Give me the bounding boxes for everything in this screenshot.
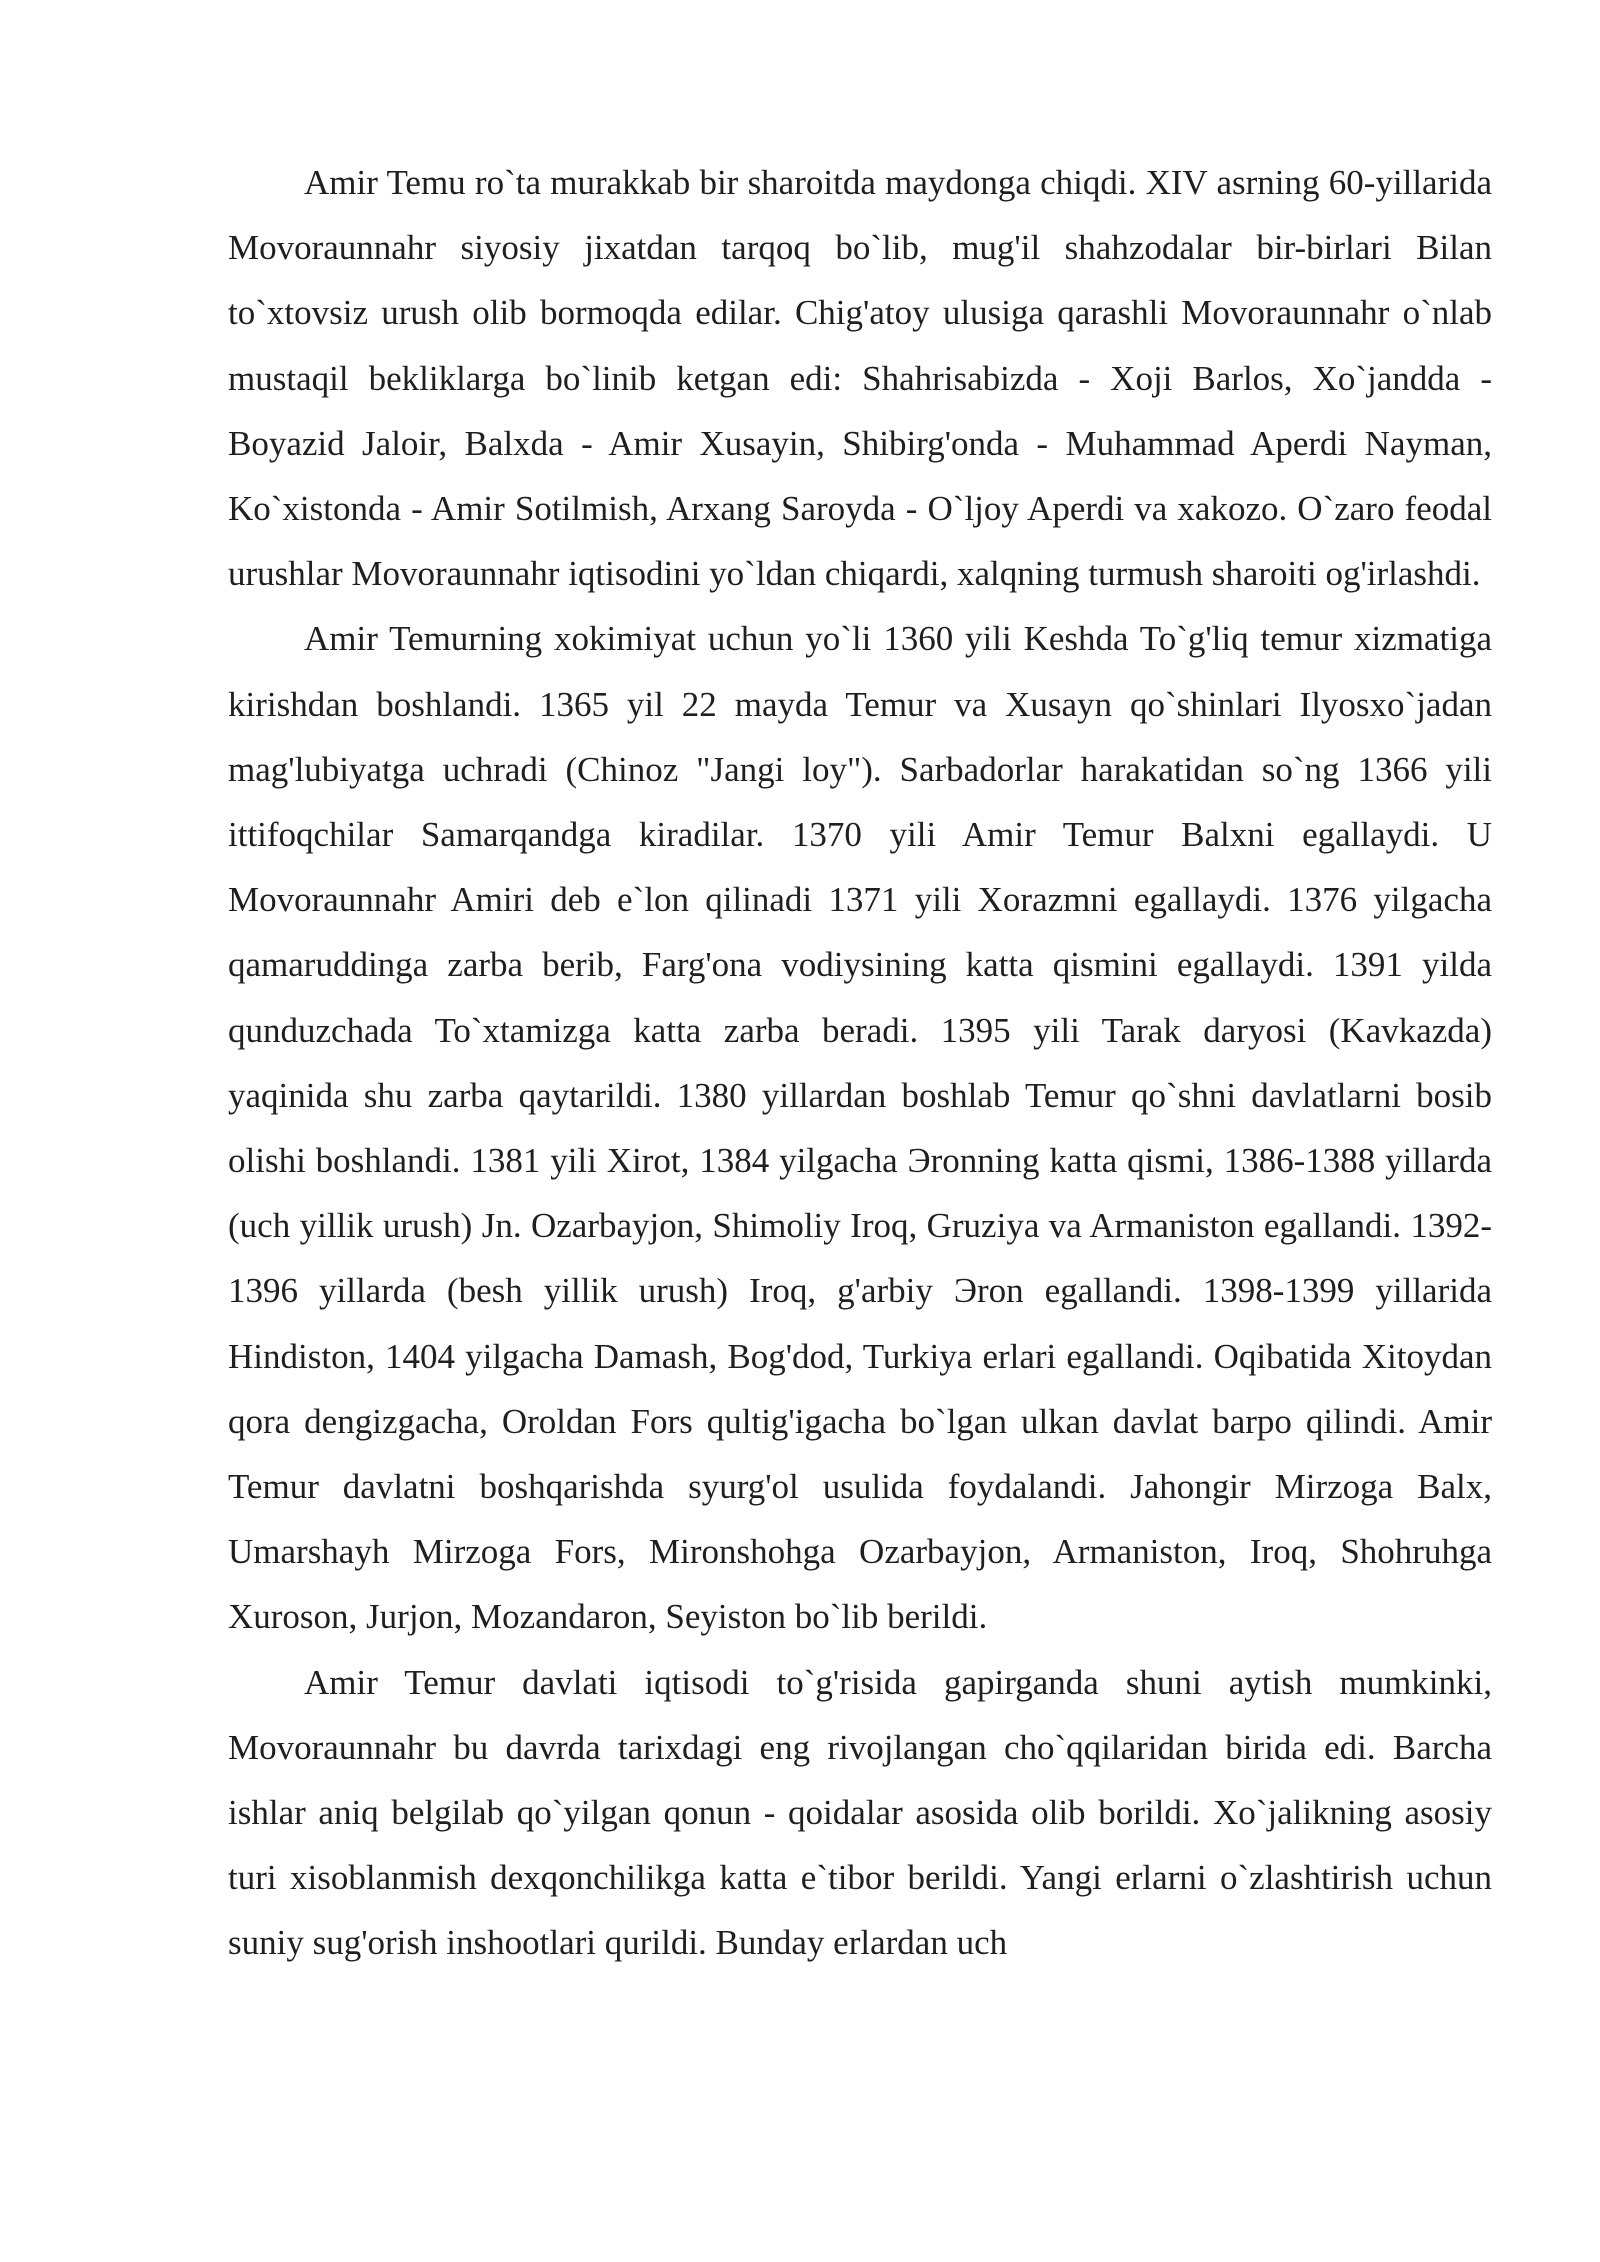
paragraph-1: Amir Temu ro`ta murakkab bir sharoitda maydonga chiqdi. XIV asrning 60-yillarida Movoraunnahr siyosiy jixatdan tarqoq bo`lib, mug'il shahzodalar bir-birlari Bilan to`xtovsiz urush olib bormoqda edilar. Chig'atoy ulusiga qarashli Movoraunnahr o`nlab mustaqil bekliklarga bo`linib ketgan edi: Shahrisabizda - Xoji Barlos, Xo`jandda - Boyazid Jaloir, Balxda - Amir Xusayin, Shibirg'onda - Muhammad Aperdi Nayman, Ko`xistonda - Amir Sotilmish, Arxang Saroyda - O`ljoy Aperdi va xakozo. O`zaro feodal urushlar Movoraunnahr iqtisodini yo`ldan chiqardi, xalqning turmush sharoiti og'irlashdi. <box>228 163 1492 594</box>
paragraph-3: Amir Temur davlati iqtisodi to`g'risida gapirganda shuni aytish mumkinki, Movoraunnahr bu davrda tarixdagi eng rivojlangan cho`qqilaridan birida edi. Barcha ishlar aniq belgilab qo`yilgan qonun - qoidalar asosida olib borildi. Xo`jalikning asosiy turi xisoblanmish dexqonchilikga katta e`tibor berildi. Yangi erlarni o`zlashtirish uchun suniy sug'orish inshootlari qurildi. Bunday erlardan uch <box>228 1662 1492 1963</box>
paragraph-2: Amir Temurning xokimiyat uchun yo`li 1360 yili Keshda To`g'liq temur xizmatiga kirishdan boshlandi. 1365 yil 22 mayda Temur va Xusayn qo`shinlari Ilyosxo`jadan mag'lubiyatga uchradi (Chinoz "Jangi loy"). Sarbadorlar harakatidan so`ng 1366 yili ittifoqchilar Samarqandga kiradilar. 1370 yili Amir Temur Balxni egallaydi. U Movoraunnahr Amiri deb e`lon qilinadi 1371 yili Xorazmni egallaydi. 1376 yilgacha qamaruddinga zarba berib, Farg'ona vodiysining katta qismini egallaydi. 1391 yilda qunduzchada To`xtamizga katta zarba beradi. 1395 yili Tarak daryosi (Kavkazda) yaqinida shu zarba qaytarildi. 1380 yillardan boshlab Temur qo`shni davlatlarni bosib olishi boshlandi. 1381 yili Xirot, 1384 yilgacha Эronning katta qismi, 1386-1388 yillarda (uch yillik urush) Jn. Ozarbayjon, Shimoliy Iroq, Gruziya va Armaniston egallandi. 1392-1396 yillarda (besh yillik urush) Iroq, g'arbiy Эron egallandi. 1398-1399 yillarida Hindiston, 1404 yilgacha Damash, Bog'dod, Turkiya erlari egallandi. Oqibatida Xitoydan qora dengizgacha, Oroldan Fors qultig'igacha bo`lgan ulkan davlat barpo qilindi. Amir Temur davlatni boshqarishda syurg'ol usulida foydalandi. Jahongir Mirzoga Balx, Umarshayh Mirzoga Fors, Mironshohga Ozarbayjon, Armaniston, Iroq, Shohruhga Xuroson, Jurjon, Mozandaron, Seyiston bo`lib berildi. <box>228 619 1492 1637</box>
document-page <box>228 150 1492 1976</box>
